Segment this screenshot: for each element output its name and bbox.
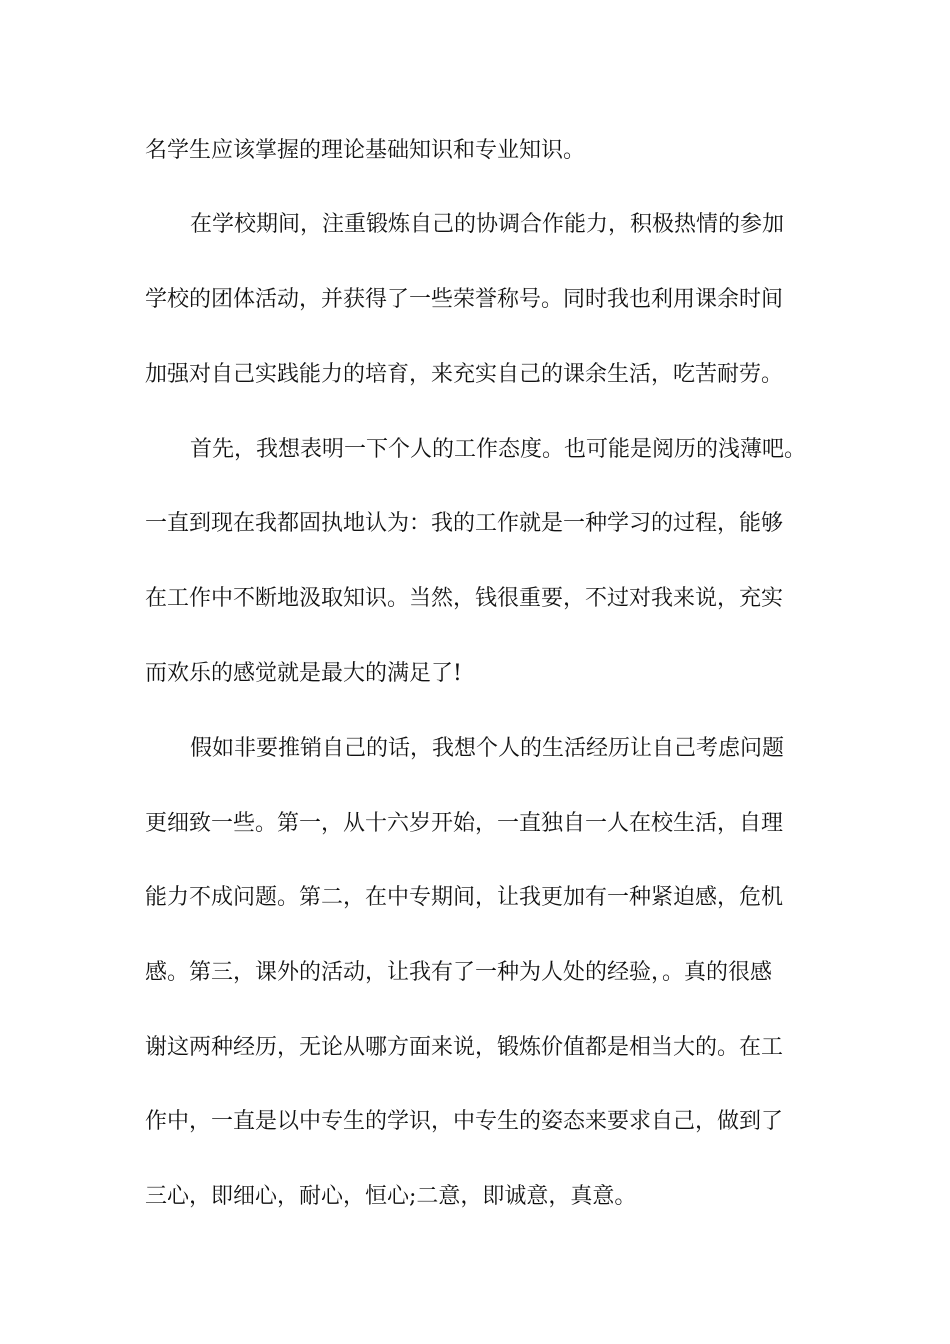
text-line: 感。第三，课外的活动，让我有了一种为人处的经验，。真的很感 — [145, 960, 773, 985]
text-line: 能力不成问题。第二，在中专期间，让我更加有一种紧迫感，危机 — [145, 885, 784, 910]
text-line: 三心，即细心，耐心，恒心;二意，即诚意，真意。 — [145, 1184, 637, 1209]
text-line: 一直到现在我都固执地认为：我的工作就是一种学习的过程，能够 — [145, 511, 784, 536]
text-line: 谢这两种经历，无论从哪方面来说，锻炼价值都是相当大的。在工 — [145, 1035, 784, 1060]
text-line: 更细致一些。第一，从十六岁开始，一直独自一人在校生活，自理 — [145, 811, 784, 836]
paragraph-start-line: 首先，我想表明一下个人的工作态度。也可能是阅历的浅薄吧。 — [190, 437, 807, 462]
text-line: 而欢乐的感觉就是最大的满足了! — [145, 661, 462, 686]
text-line: 学校的团体活动，并获得了一些荣誉称号。同时我也利用课余时间 — [145, 287, 784, 312]
paragraph-start-line: 在学校期间，注重锻炼自己的协调合作能力，积极热情的参加 — [190, 212, 785, 237]
paragraph-start-line: 假如非要推销自己的话，我想个人的生活经历让自己考虑问题 — [190, 736, 785, 761]
text-line: 加强对自己实践能力的培育，来充实自己的课余生活，吃苦耐劳。 — [145, 362, 784, 387]
text-line: 作中，一直是以中专生的学识，中专生的姿态来要求自己，做到了 — [145, 1109, 784, 1134]
text-line: 名学生应该掌握的理论基础知识和专业知识。 — [145, 138, 586, 163]
text-line: 在工作中不断地汲取知识。当然，钱很重要，不过对我来说，充实 — [145, 586, 784, 611]
